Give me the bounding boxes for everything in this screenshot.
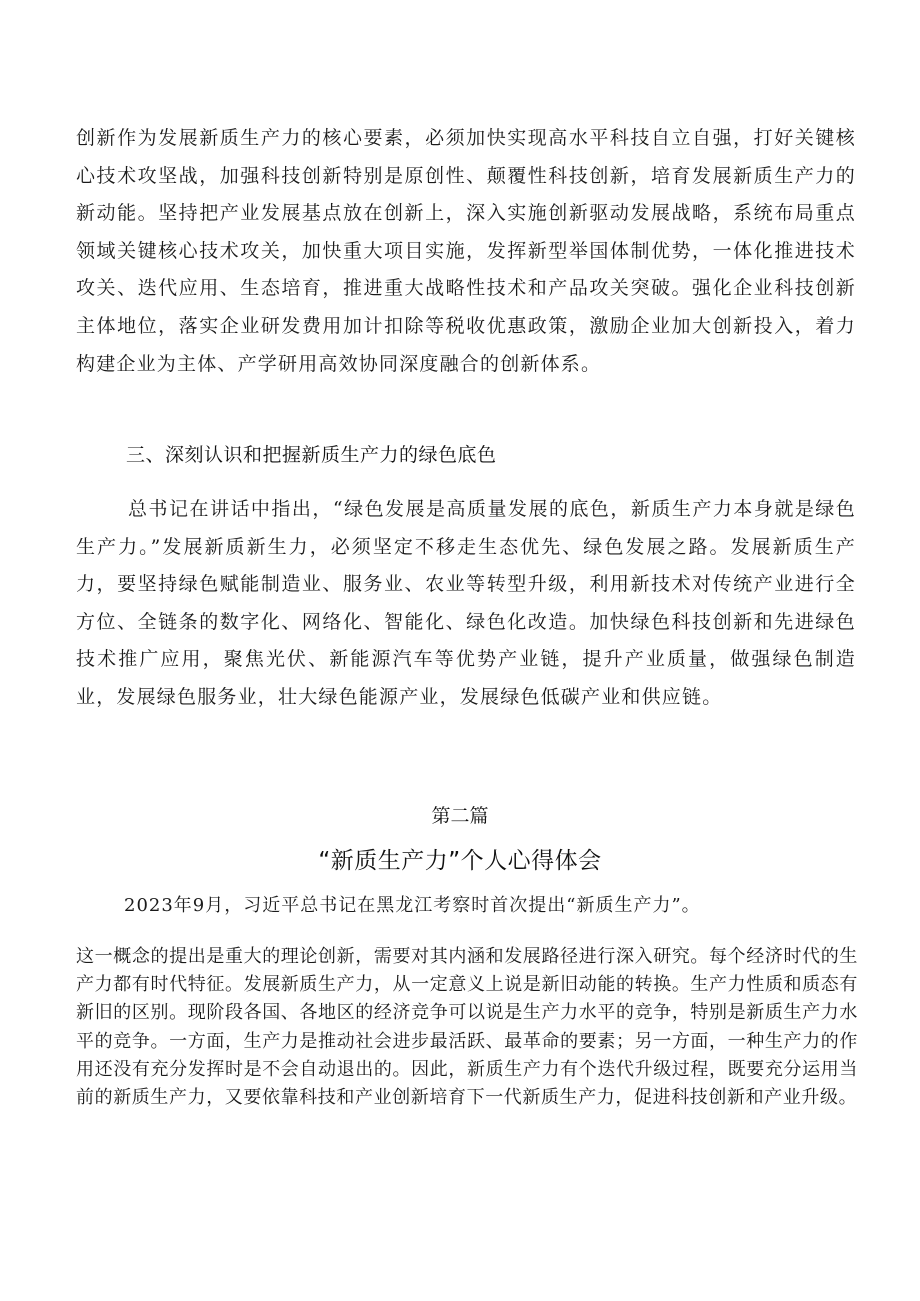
- section-heading: 三、深刻认识和把握新质生产力的绿色底色: [126, 444, 497, 466]
- article-title: “新质生产力”个人心得体会: [318, 848, 602, 874]
- part-heading: 第二篇: [431, 805, 489, 827]
- body-paragraph-innovation: 创新作为发展新质生产力的核心要素，必须加快实现高水平科技自立自强，打好关键核心技术攻坚战，加强科技创新特别是原创性、颠覆性科技创新，培育发展新质生产力的新动能。坚持把产业发展基点放在创新上，深入实施创新驱动发展战略，系统布局重点领域关键核心技术攻关，加快重大项目实施，发挥新型举国体制优势，一体化推进技术攻关、迭代应用、生态培育，推进重大战略性技术和产品攻关突破。强化企业科技创新主体地位，落实企业研发费用加计扣除等税收优惠政策，激励企业加大创新投入，着力构建企业为主体、产学研用高效协同深度融合的创新体系。: [76, 127, 856, 375]
- lead-paragraph: 2023年9月，习近平总书记在黑龙江考察时首次提出“新质生产力”。: [124, 895, 701, 916]
- body-paragraph-green: 总书记在讲话中指出，“绿色发展是高质量发展的底色，新质生产力本身就是绿色生产力。”发展新质新生力，必须坚定不移走生态优先、绿色发展之路。发展新质生产力，要坚持绿色赋能制造业、服务业、农业等转型升级，利用新技术对传统产业进行全方位、全链条的数字化、网络化、智能化、绿色化改造。加快绿色科技创新和先进绿色技术推广应用，聚焦光伏、新能源汽车等优势产业链，提升产业质量，做强绿色制造业，发展绿色服务业，壮大绿色能源产业，发展绿色低碳产业和供应链。: [76, 498, 856, 708]
- body-paragraph-concept: 这一概念的提出是重大的理论创新，需要对其内涵和发展路径进行深入研究。每个经济时代的生产力都有时代特征。发展新质生产力，从一定意义上说是新旧动能的转换。生产力性质和质态有新旧的区别。现阶段各国、各地区的经济竞争可以说是生产力水平的竞争，特别是新质生产力水平的竞争。一方面，生产力是推动社会进步最活跃、最革命的要素；另一方面，一种生产力的作用还没有充分发挥时是不会自动退出的。因此，新质生产力有个迭代升级过程，既要充分运用当前的新质生产力，又要依靠科技和产业创新培育下一代新质生产力，促进科技创新和产业升级。: [76, 946, 858, 1109]
